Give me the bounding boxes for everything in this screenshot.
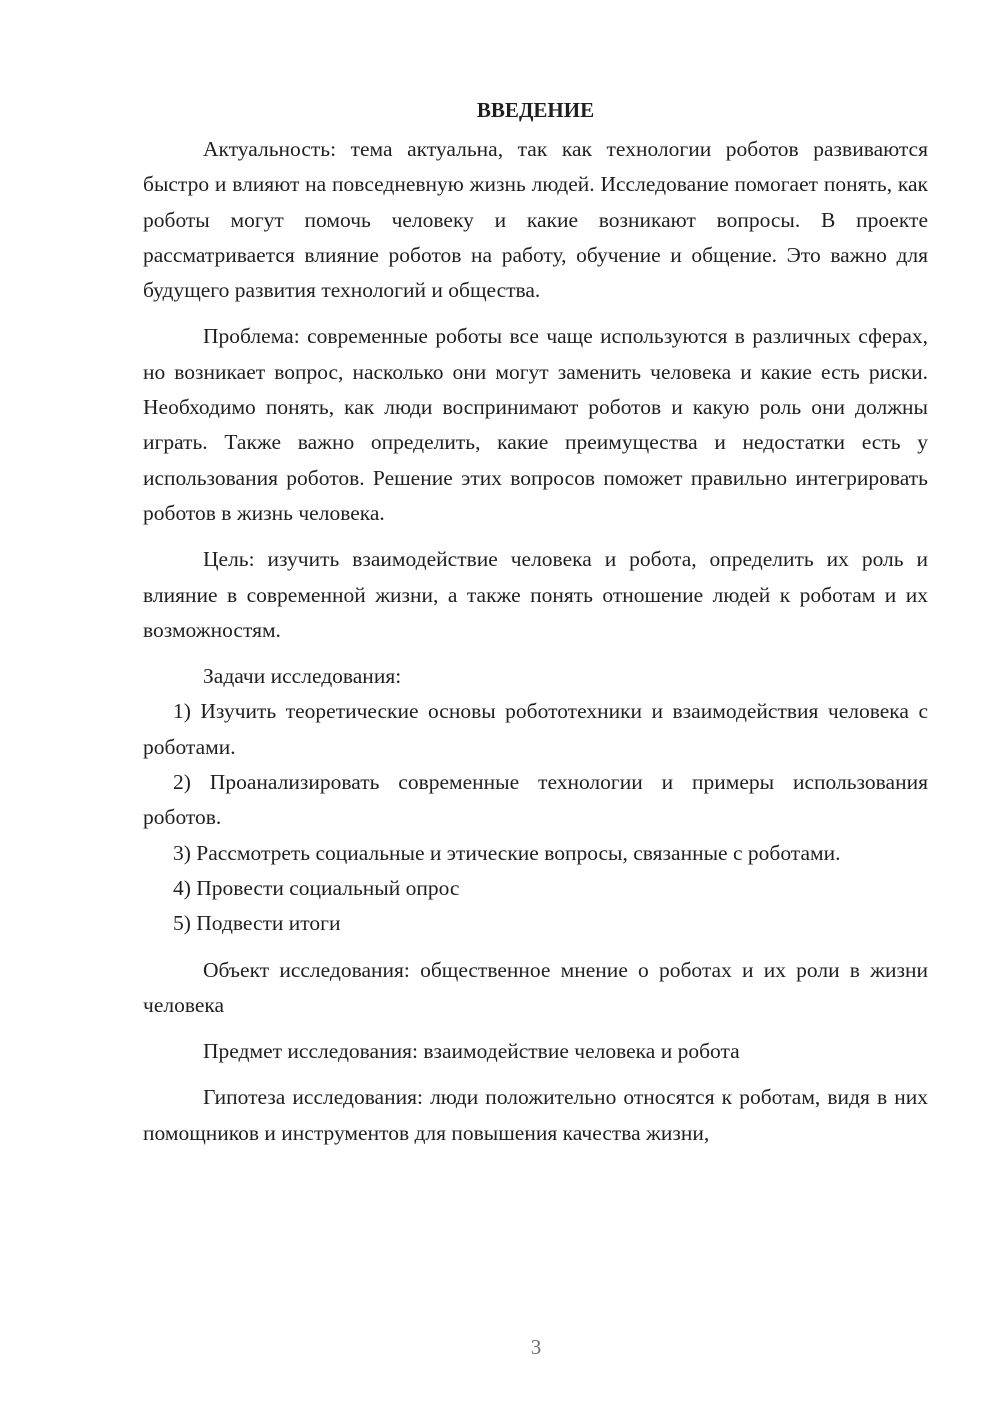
goal-paragraph: Цель: изучить взаимодействие человека и робота, определить их роль и влияние в современной жизни, а также понять отношение людей к роботам и их возможностям. [143,547,928,642]
object-paragraph: Объект исследования: общественное мнение о роботах и их роли в жизни человека [143,957,928,1017]
section-heading: ВВЕДЕНИЕ [476,98,595,122]
page-number: 3 [530,1335,542,1359]
task-item-4: 4) Провести социальный опрос [173,875,460,900]
task-item-5: 5) Подвести итоги [173,911,341,936]
relevance-paragraph: Актуальность: тема актуальна, так как технологии роботов развиваются быстро и влияют на повседневную жизнь людей. Исследование помогает понять, как роботы могут помочь человеку и какие возникают вопросы. В проекте рассматривается влияние роботов на работу, обучение и общение. Это важно для будущего развития технологий и общества. [143,137,928,303]
task-item-1: 1) Изучить теоретические основы робототехники и взаимодействия человека с роботами. [143,699,928,759]
subject-paragraph: Предмет исследования: взаимодействие человека и робота [203,1039,740,1064]
hypothesis-paragraph: Гипотеза исследования: люди положительно относятся к роботам, видя в них помощников и инструментов для повышения качества жизни, [143,1085,928,1145]
document-body [143,92,928,1151]
tasks-title: Задачи исследования: [203,664,402,689]
task-item-3: 3) Рассмотреть социальные и этические вопросы, связанные с роботами. [173,840,841,865]
problem-paragraph: Проблема: современные роботы все чаще используются в различных сферах, но возникает вопрос, насколько они могут заменить человека и какие есть риски. Необходимо понять, как люди воспринимают роботов и какую роль они должны играть. Также важно определить, какие преимущества и недостатки есть у использования роботов. Решение этих вопросов поможет правильно интегрировать роботов в жизнь человека. [143,324,928,525]
task-item-2: 2) Проанализировать современные технологии и примеры использования роботов. [143,770,928,830]
